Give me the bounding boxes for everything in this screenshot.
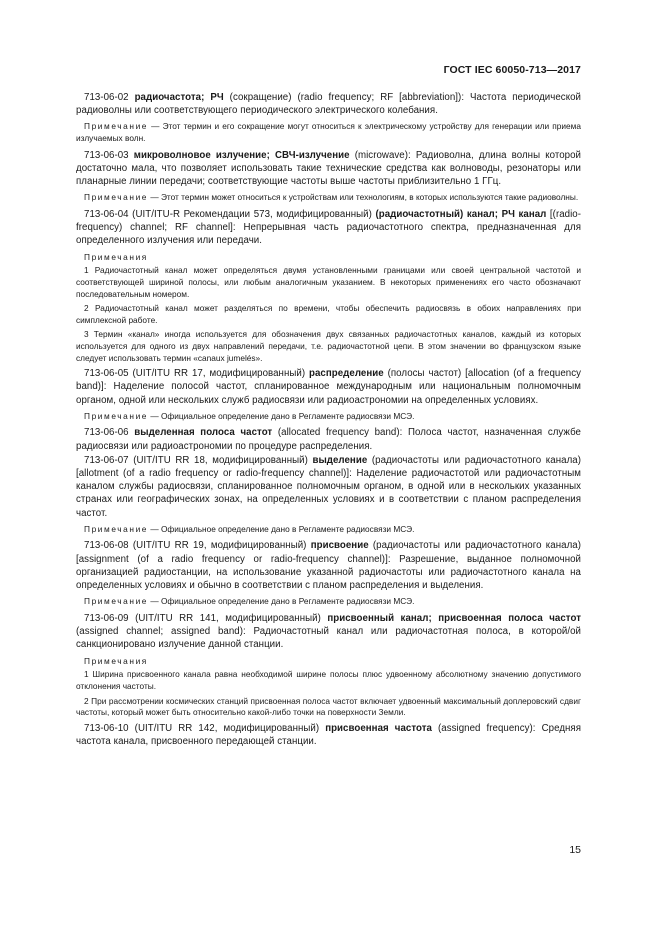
note-item: 1 Ширина присвоенного канала равна необходимой ширине полосы плюс удвоенному абсолютному значению допустимого отклонения частоты. [76, 669, 581, 691]
term-note: Примечание — Этот термин и его сокращение могут относиться к электрическому устройству для генерации или приема излучаемых волн. [76, 121, 581, 143]
term-note: Примечание — Этот термин может относиться к устройствам или технологиям, в которых используются такие радиоволны. [84, 192, 579, 203]
term-entry: 713-06-02 радиочастота; РЧ (сокращение) (radio frequency; RF [abbreviation]): Частота периодической радиоволны или соответствующего периодического электрического колебания. [76, 92, 581, 117]
notes-heading: Примечания [84, 252, 148, 263]
term-entry: 713-06-07 (UIT/ITU RR 18, модифицированный) выделение (радиочастоты или радиочастотного канала) [allotment (of a radio frequency or radio-frequency channel)]: Наделение радиочастотой или радиочастотным каналом службы радиосвязи, спланированное полномочным органом, в одной или в нескольких указанных странах или географических зонах, на определенных условиях и в соответствии с планом распределения частот. [76, 454, 581, 519]
term-name: присвоенный канал; присвоенная полоса частот [327, 612, 581, 624]
term-entry: 713-06-08 (UIT/ITU RR 19, модифицированный) присвоение (радиочастоты или радиочастотного канала) [assignment (of a radio frequency or radio-frequency channel)]: Разрешение, выданное полномочной организацией радиостанции, на использование указанной радиочастоты или радиочастотного канала на определенных условиях и обычно в соответствии с планом распределения и выделения. [76, 540, 581, 591]
note-label: Примечание [84, 523, 149, 534]
term-name: микроволновое излучение; СВЧ-излучение [133, 149, 350, 161]
term-entry: 713-06-03 микроволновое излучение; СВЧ-излучение (microwave): Радиоволна, длина волны которой достаточно мала, что позволяет использовать такие технические средства как волноводы, резонаторы или планарные линии передачи; соответствующие частоты выше частоты приблизительно 1 ГГц. [76, 149, 581, 187]
term-note: Примечание — Официальное определение дано в Регламенте радиосвязи МСЭ. [84, 410, 415, 421]
term-entry: 713-06-09 (UIT/ITU RR 141, модифицированный) присвоенный канал; присвоенная полоса частот (assigned channel; assigned band): Радиочастотный канал или радиочастотная полоса, в которой/ой санкционировано излучение данной станции. [76, 612, 581, 651]
term-name: присвоенная частота [325, 722, 432, 734]
term-note: Примечание — Официальное определение дано в Регламенте радиосвязи МСЭ. [84, 596, 415, 607]
term-entry: 713-06-04 (UIT/ITU-R Рекомендации 573, модифицированный) (радиочастотный) канал; РЧ канал [(radio-frequency) channel; RF channel]: Непрерывная часть радиочастотного спектра, предназначенная для определенного излучения или передачи. [76, 208, 582, 247]
term-entry: 713-06-10 (UIT/ITU RR 142, модифицированный) присвоенная частота (assigned frequency): Средняя частота канала, присвоенного передающей станции. [76, 722, 582, 747]
term-name: присвоение [310, 540, 369, 552]
term-name: радиочастота; РЧ [134, 92, 224, 103]
note-item: 3 Термин «канал» иногда используется для обозначения двух связанных радиочастотных каналов, каждый из которых используется для одного из двух направлений передачи, т.е. радиочастотной цепи. В этом значении во французском языке следует использовать термин «canaux jumelés». [76, 329, 581, 363]
note-label: Примечание [84, 192, 149, 203]
note-item: 1 Радиочастотный канал может определяться двумя установленными границами или своей центральной частотой и соответствующей шириной полосы, или любым аналогичным указанием. В некоторых применениях его часто обозначают последовательным номером. [76, 265, 581, 299]
note-label: Примечание [84, 410, 149, 421]
term-entry: 713-06-06 выделенная полоса частот (allocated frequency band): Полоса частот, назначенная службе радиосвязи или радиоастрономии по процедуре распределения. [76, 427, 581, 452]
note-label: Примечание [84, 121, 149, 132]
term-note: Примечание — Официальное определение дано в Регламенте радиосвязи МСЭ. [84, 523, 415, 534]
term-name: распределение [309, 368, 384, 380]
note-label: Примечание [84, 596, 149, 607]
notes-heading: Примечания [84, 656, 148, 667]
page-number: 15 [569, 844, 581, 856]
term-name: выделенная полоса частот [134, 427, 273, 439]
document-body [76, 64, 581, 748]
note-item: 2 При рассмотрении космических станций присвоенная полоса частот включает удвоенный максимальный доплеровский сдвиг частоты, который может быть относительно какой-либо точки на поверхности Земли. [76, 695, 581, 718]
term-name: (радиочастотный) канал; РЧ канал [375, 208, 547, 220]
standard-header: ГОСТ IEC 60050-713—2017 [443, 64, 581, 76]
note-item: 2 Радиочастотный канал может разделяться по времени, чтобы обеспечить радиосвязь в обоих направлениях при симплексной работе. [76, 303, 581, 325]
term-entry: 713-06-05 (UIT/ITU RR 17, модифицированный) распределение (полосы частот) [allocation (of a frequency band)]: Наделение полосой частот, спланированное международным или национальным полномочным органом, одной или нескольких служб радиосвязи или радиоастрономии на определенных условиях. [76, 368, 581, 406]
term-name: выделение [312, 454, 368, 466]
